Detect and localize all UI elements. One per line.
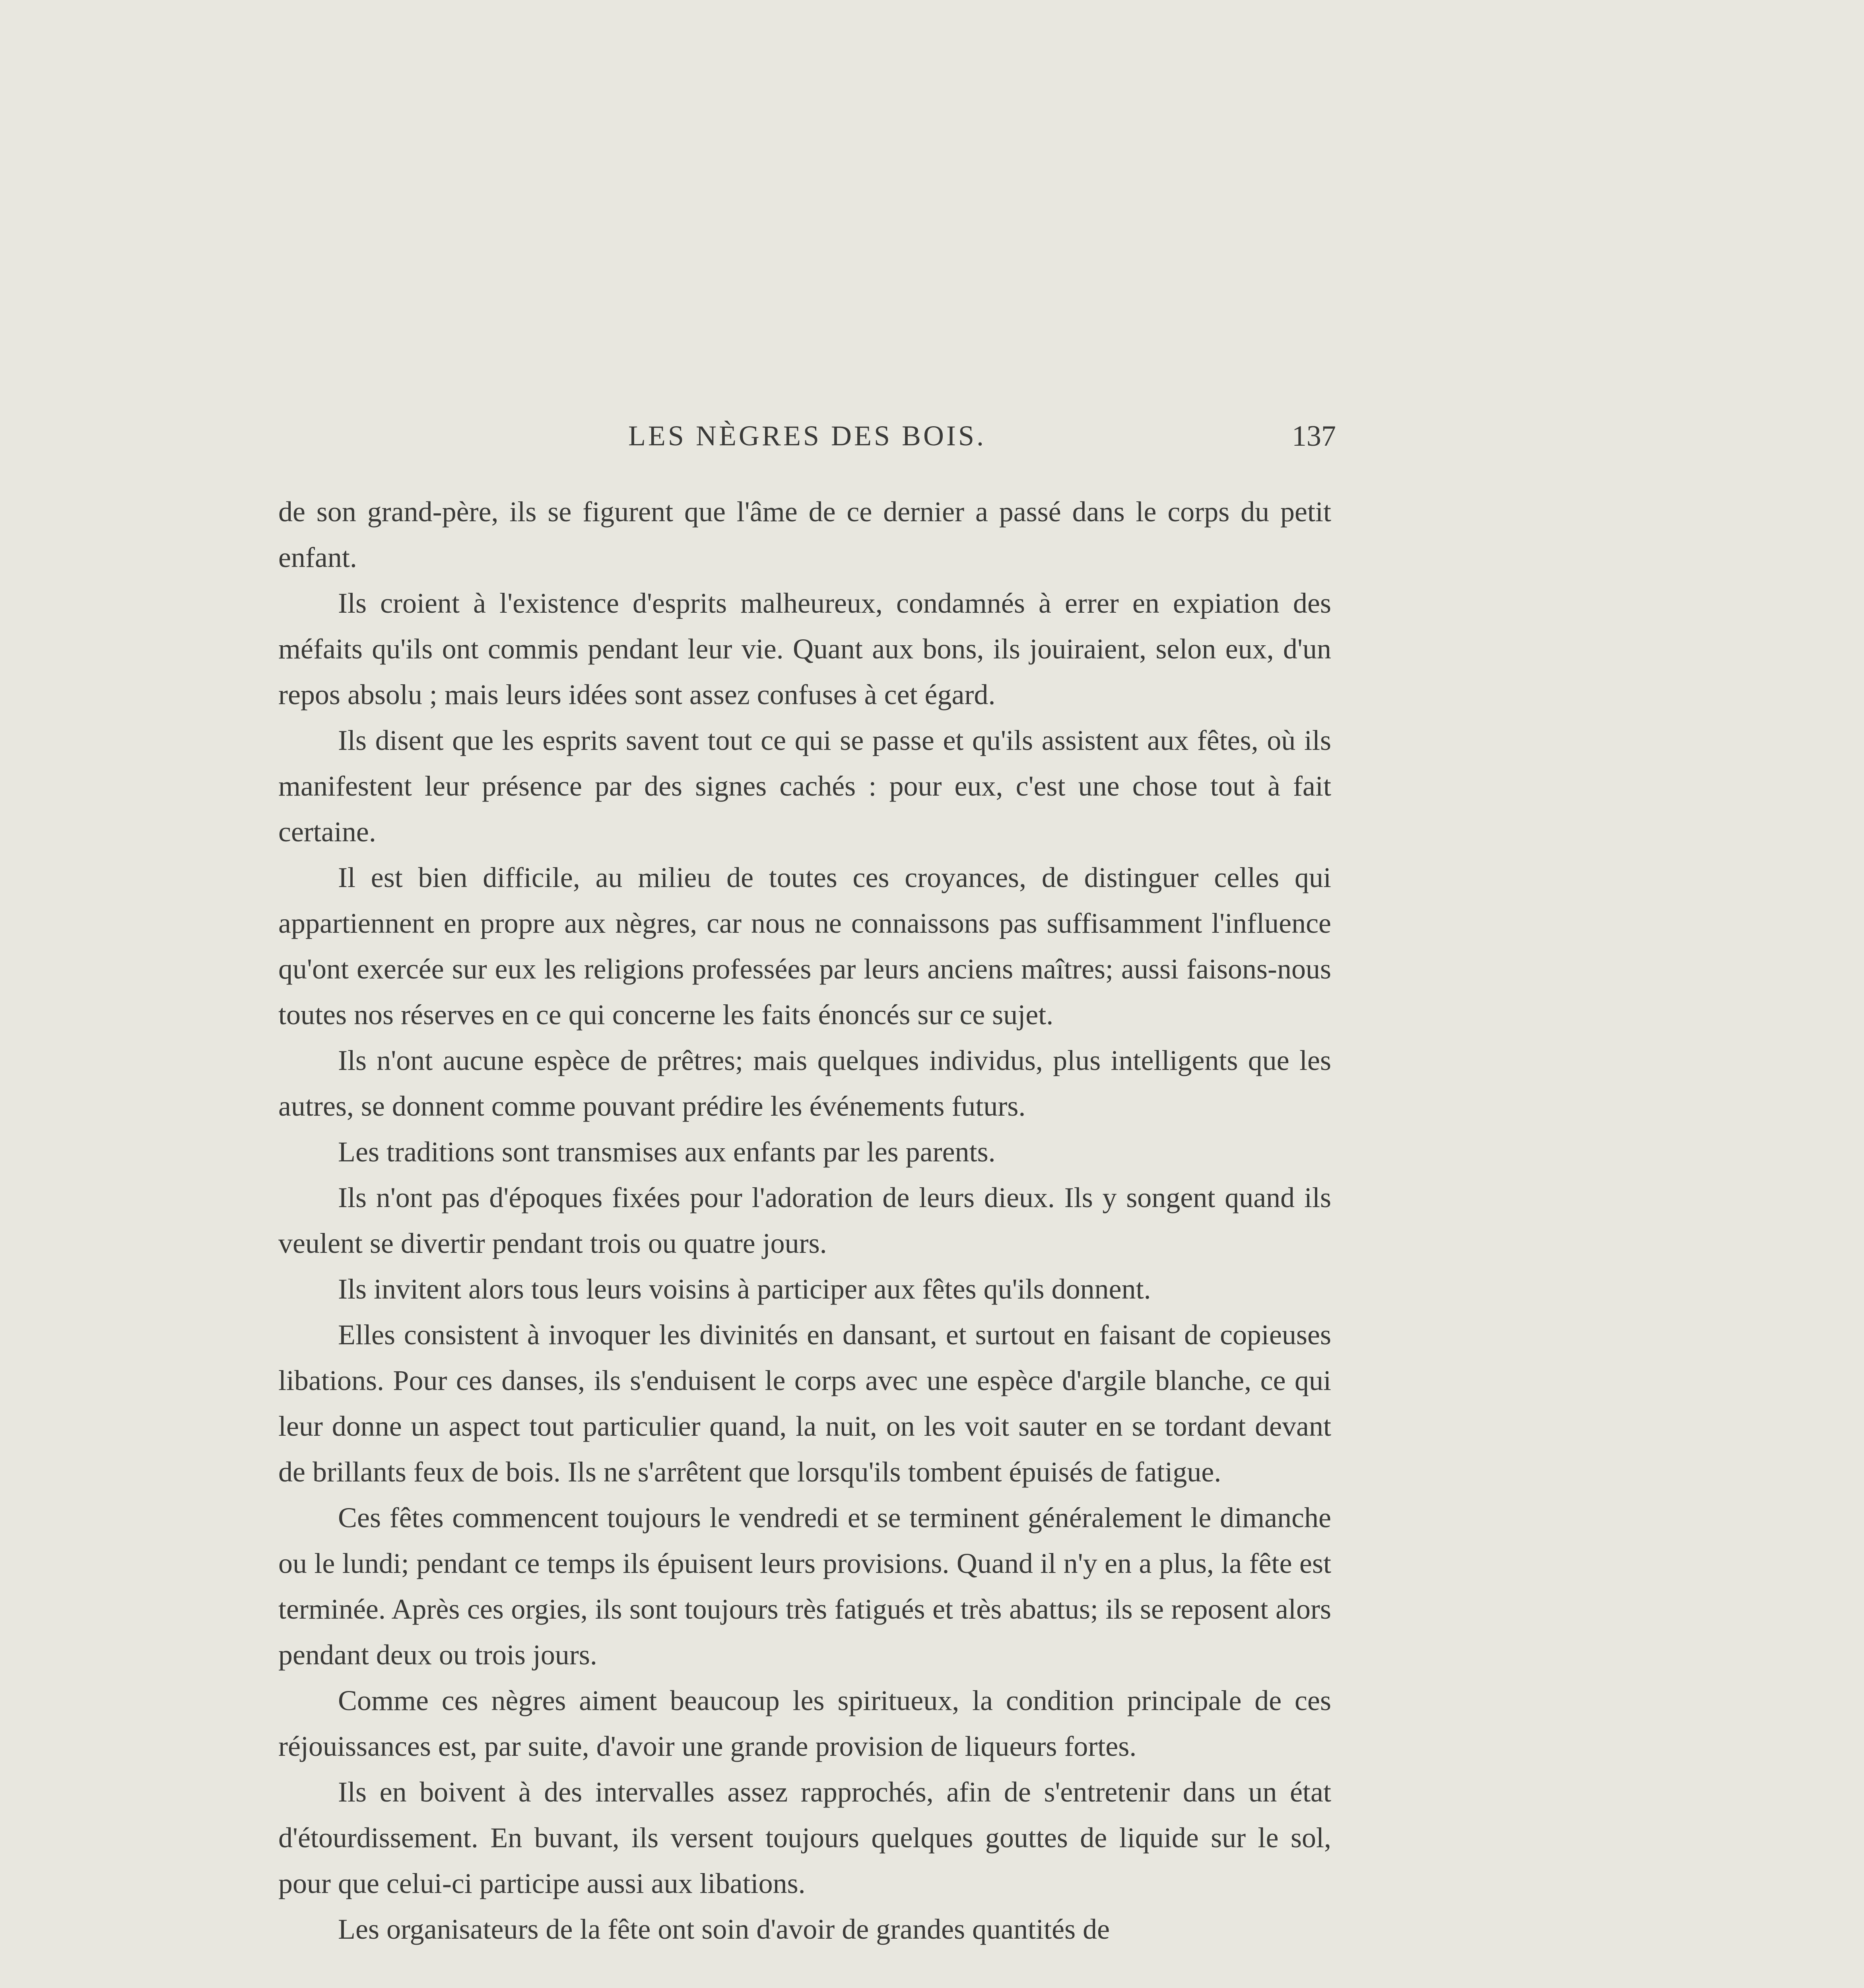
- paragraph: Ces fêtes commencent toujours le vendredi et se terminent généralement le dimanche ou le lundi; pendant ce temps ils épuisent leurs provisions. Quand il n'y en a plus, la fête est terminée. Après ces orgies, ils sont toujours très fatigués et très abattus; ils se reposent alors pendant deux ou trois jours.: [278, 1502, 1331, 1671]
- running-title: LES NÈGRES DES BOIS.: [628, 420, 986, 452]
- paragraph: Ils en boivent à des intervalles assez rapprochés, afin de s'entretenir dans un état d'étourdissement. En buvant, ils versent toujours quelques gouttes de liquide sur le sol, pour que celui-ci participe aussi aux libations.: [278, 1776, 1331, 1899]
- paragraph: Elles consistent à invoquer les divinités en dansant, et surtout en faisant de copieuses libations. Pour ces danses, ils s'enduisent le corps avec une espèce d'argile blanche, ce qui leur donne un aspect tout particulier quand, la nuit, on les voit sauter en se tordant devant de brillants feux de bois. Ils ne s'arrêtent que lorsqu'ils tombent épuisés de fatigue.: [278, 1319, 1331, 1488]
- body-text: [278, 489, 1331, 1952]
- page-number: 137: [1292, 420, 1336, 452]
- paragraph: Ils n'ont pas d'époques fixées pour l'adoration de leurs dieux. Ils y songent quand ils veulent se divertir pendant trois ou quatre jours.: [278, 1182, 1331, 1259]
- running-head: [278, 419, 1336, 463]
- paragraph: Comme ces nègres aiment beaucoup les spiritueux, la condition principale de ces réjouissances est, par suite, d'avoir une grande provision de liqueurs fortes.: [278, 1685, 1331, 1762]
- paragraph: Il est bien difficile, au milieu de toutes ces croyances, de distinguer celles qui appartiennent en propre aux nègres, car nous ne connaissons pas suffisamment l'influence qu'ont exercée sur eux les religions professées par leurs anciens maîtres; aussi faisons-nous toutes nos réserves en ce qui concerne les faits énoncés sur ce sujet.: [278, 862, 1331, 1031]
- paragraph: Ils disent que les esprits savent tout ce qui se passe et qu'ils assistent aux fêtes, où ils manifestent leur présence par des signes cachés : pour eux, c'est une chose tout à fait certaine.: [278, 724, 1331, 848]
- paragraph: Ils croient à l'existence d'esprits malheureux, condamnés à errer en expiation des méfaits qu'ils ont commis pendant leur vie. Quant aux bons, ils jouiraient, selon eux, d'un repos absolu ; mais leurs idées sont assez confuses à cet égard.: [278, 587, 1331, 711]
- paragraph: Les traditions sont transmises aux enfants par les parents.: [338, 1136, 996, 1168]
- paragraph: Ils invitent alors tous leurs voisins à participer aux fêtes qu'ils donnent.: [338, 1273, 1151, 1305]
- paragraph: Les organisateurs de la fête ont soin d'avoir de grandes quantités de: [338, 1913, 1110, 1945]
- paragraph: Ils n'ont aucune espèce de prêtres; mais quelques individus, plus intelligents que les autres, se donnent comme pouvant prédire les événements futurs.: [278, 1044, 1331, 1122]
- paragraph: de son grand-père, ils se figurent que l'âme de ce dernier a passé dans le corps du petit enfant.: [278, 496, 1331, 573]
